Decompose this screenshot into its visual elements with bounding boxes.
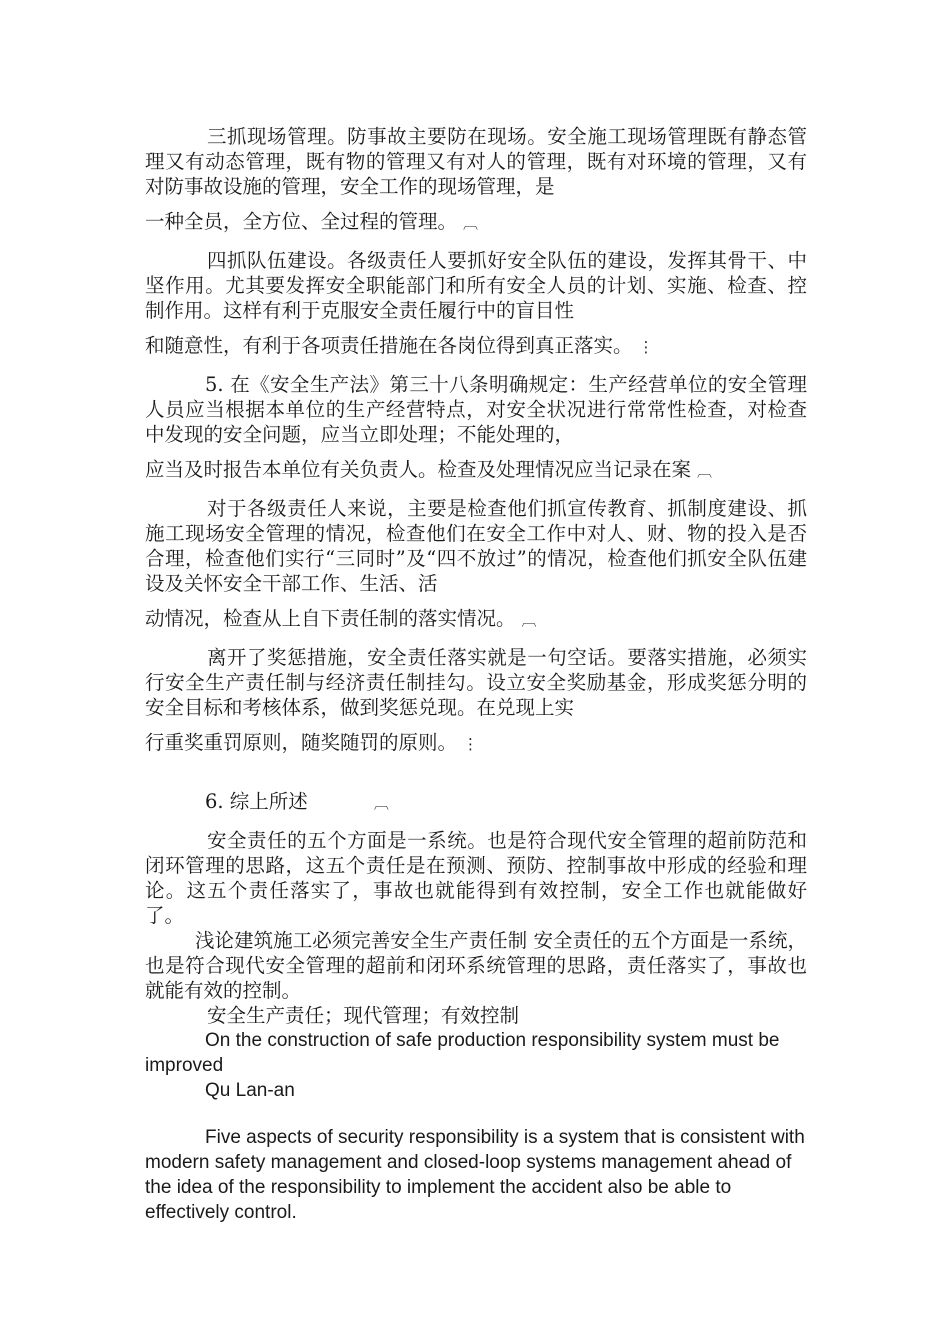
document-body <box>145 124 807 1225</box>
paragraph-rewards: 离开了奖惩措施，安全责任落实就是一句空话。要落实措施，必须实行安全生产责任制与经济责任制挂勾。设立安全奖励基金，形成奖惩分明的安全目标和考核体系，做到奖惩兑现。在兑现上实 行重奖重罚原则，随奖随罚的原则。 ⋮ <box>145 645 807 757</box>
paragraph-team-building: 四抓队伍建设。各级责任人要抓好安全队伍的建设，发挥其骨干、中坚作用。尤其要发挥安全职能部门和所有安全人员的计划、实施、检查、控制作用。这样有利于克服安全责任履行中的盲目性 和随意性，有利于各项责任措施在各岗位得到真正落实。 ⋮ <box>145 248 807 360</box>
colon-mark: ⋮ <box>463 735 479 753</box>
english-title: On the construction of safe production responsibility system must be improved <box>145 1030 780 1076</box>
colon-mark: ⋮ <box>638 338 654 356</box>
section-mark: ︹ <box>697 462 713 480</box>
section-mark: ︹ <box>463 214 479 232</box>
section-heading-summary: 6. 综上所述 ︹ <box>145 789 807 816</box>
section-mark: ︹ <box>373 794 389 812</box>
section-mark: ︹ <box>521 611 537 629</box>
paragraph-abstract-cn: 浅论建筑施工必须完善安全生产责任制 安全责任的五个方面是一系统，也是符合现代安全管理的超前和闭环系统管理的思路，责任落实了，事故也就能有效的控制。 <box>145 929 807 1002</box>
english-author: Qu Lan-an <box>205 1080 295 1101</box>
paragraph-site-management: 三抓现场管理。防事故主要防在现场。安全施工现场管理既有静态管理又有动态管理，既有物的管理又有对人的管理，既有对环境的管理，又有对防事故设施的管理，安全工作的现场管理，是 一种全员，全方位、全过程的管理。 ︹ <box>145 124 807 236</box>
paragraph-inspection: 对于各级责任人来说，主要是检查他们抓宣传教育、抓制度建设、抓施工现场安全管理的情况，检查他们在安全工作中对人、财、物的投入是否合理，检查他们实行“三同时”及“四不放过”的情况，检查他们抓安全队伍建设及关怀安全干部工作、生活、活 动情况，检查从上自下责任制的落实情况。 ︹ <box>145 496 807 633</box>
keywords: 安全生产责任；现代管理；有效控制 <box>207 1004 520 1027</box>
english-abstract: Five aspects of security responsibility is a system that is consistent with modern safety management and closed-loop systems management ahead of the idea of the responsibility to implement the accident also be able to effectively control. <box>145 1127 805 1223</box>
paragraph-safety-law: 5. 在《安全生产法》第三十八条明确规定：生产经营单位的安全管理人员应当根据本单位的生产经营特点，对安全状况进行常常性检查，对检查中发现的安全问题，应当立即处理；不能处理的， 应当及时报告本单位有关负责人。检查及处理情况应当记录在案 ︹ <box>145 372 807 484</box>
paragraph-summary: 安全责任的五个方面是一系统。也是符合现代安全管理的超前防范和闭环管理的思路，这五个责任是在预测、预防、控制事故中形成的经验和理论。这五个责任落实了，事故也就能得到有效控制，安全工作也就能做好了。 <box>145 829 807 927</box>
